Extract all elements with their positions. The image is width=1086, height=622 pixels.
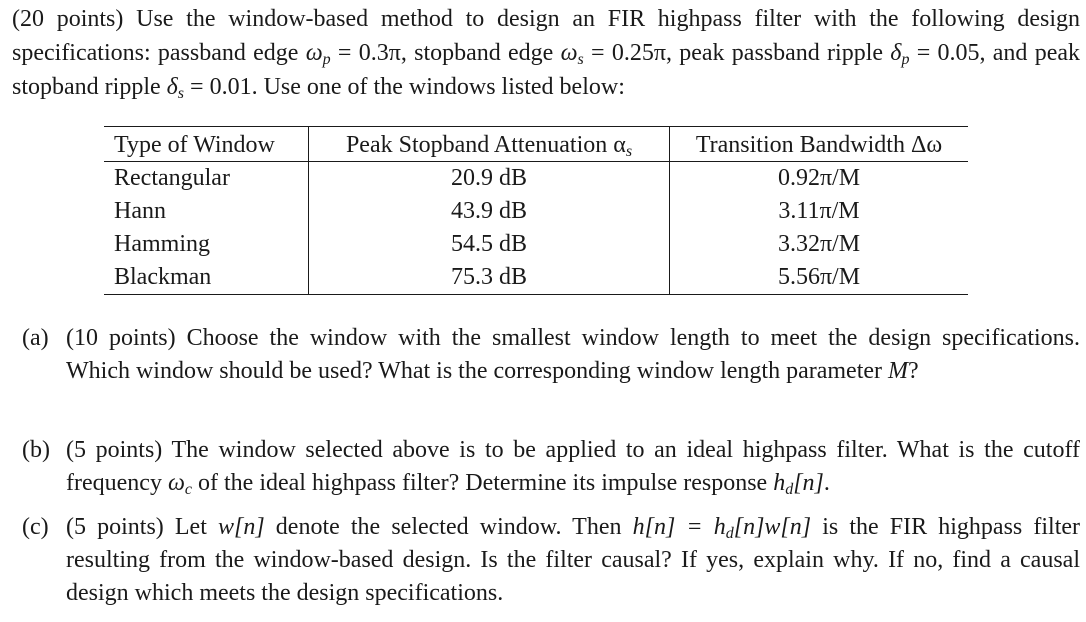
table-row [104, 162, 968, 196]
part-c-label: (c) [22, 514, 49, 540]
window-table [104, 126, 968, 295]
window-name: Hamming [114, 231, 210, 257]
part-a-label: (a) [22, 325, 49, 351]
attenuation-value: 75.3 dB [309, 261, 670, 295]
attenuation-value: 43.9 dB [309, 195, 670, 228]
filter-equation: $h[n] = h_d[n]w[n]$ [632, 514, 812, 542]
part-b-label: (b) [22, 437, 50, 463]
header-bandwidth: Transition Bandwidth Δω [670, 127, 969, 162]
passband-edge-value: = 0.3π [330, 40, 401, 66]
part-c-text: (5 points) Let w[n] denote the selected window. Then $h[n] = h_d[n]w[n]$ is the FIR highpass filter resulting from the window-based design. Is the filter causal? If yes, explain why. If no, find a causal design which meets the design specifications. [66, 514, 1081, 606]
header-attenuation: Peak Stopband Attenuation $\alpha_s$ [309, 127, 670, 162]
part-c [22, 511, 1080, 610]
problem-statement: (20 points) Use the window-based method to design an FIR highpass filter with the following design specifications: passband edge $\omega_p = 0.3\pi$, stopband edge $\omega_s = 0.25\pi$, peak passband ripple $\delta_p = 0.05$, and peak stopband ripple $\delta_s = 0.01$. Use one of the windows listed below: [12, 6, 1080, 102]
bandwidth-value: 3.32π/M [670, 228, 969, 261]
stopband-edge-value: = 0.25π [583, 40, 666, 66]
stopband-ripple-value: = 0.01 [184, 74, 252, 100]
table-row [104, 261, 968, 295]
cutoff-frequency-symbol: $\omega_c$ [167, 470, 193, 498]
bandwidth-value: 5.56π/M [670, 261, 969, 295]
passband-ripple-symbol: $\delta_p$ [890, 40, 910, 68]
bandwidth-value: 3.11π/M [670, 195, 969, 228]
attenuation-value: 20.9 dB [309, 162, 670, 196]
bandwidth-value: 0.92π/M [670, 162, 969, 196]
stopband-ripple-symbol: $\delta_s$ [166, 74, 185, 102]
window-name: Rectangular [114, 165, 230, 191]
impulse-response-symbol: $h_d[n]$ [773, 470, 824, 498]
attenuation-value: 54.5 dB [309, 228, 670, 261]
window-length-parameter: M [888, 358, 909, 384]
part-a [22, 322, 1080, 388]
table-row [104, 228, 968, 261]
passband-ripple-value: = 0.05 [909, 40, 980, 66]
window-name: Blackman [104, 261, 309, 295]
points-label: (20 points) [12, 6, 124, 32]
table-header-row [104, 127, 968, 162]
part-a-text: (10 points) Choose the window with the smallest window length to meet the design specifications. Which window should be used? What is the corresponding window length parameter M? [66, 325, 1080, 384]
table-row [104, 195, 968, 228]
passband-edge-symbol: $\omega_p$ [305, 40, 331, 68]
header-window-type: Type of Window [104, 127, 309, 162]
window-name: Hann [114, 198, 166, 224]
part-b-text: (5 points) The window selected above is to be applied to an ideal highpass filter. What is the cutoff frequency $\omega_c$ of the ideal highpass filter? Determine its impulse response $h_d[n]$. [66, 437, 1080, 498]
window-symbol: w[n] [218, 514, 265, 540]
part-b [22, 434, 1080, 500]
stopband-edge-symbol: $\omega_s$ [560, 40, 584, 68]
